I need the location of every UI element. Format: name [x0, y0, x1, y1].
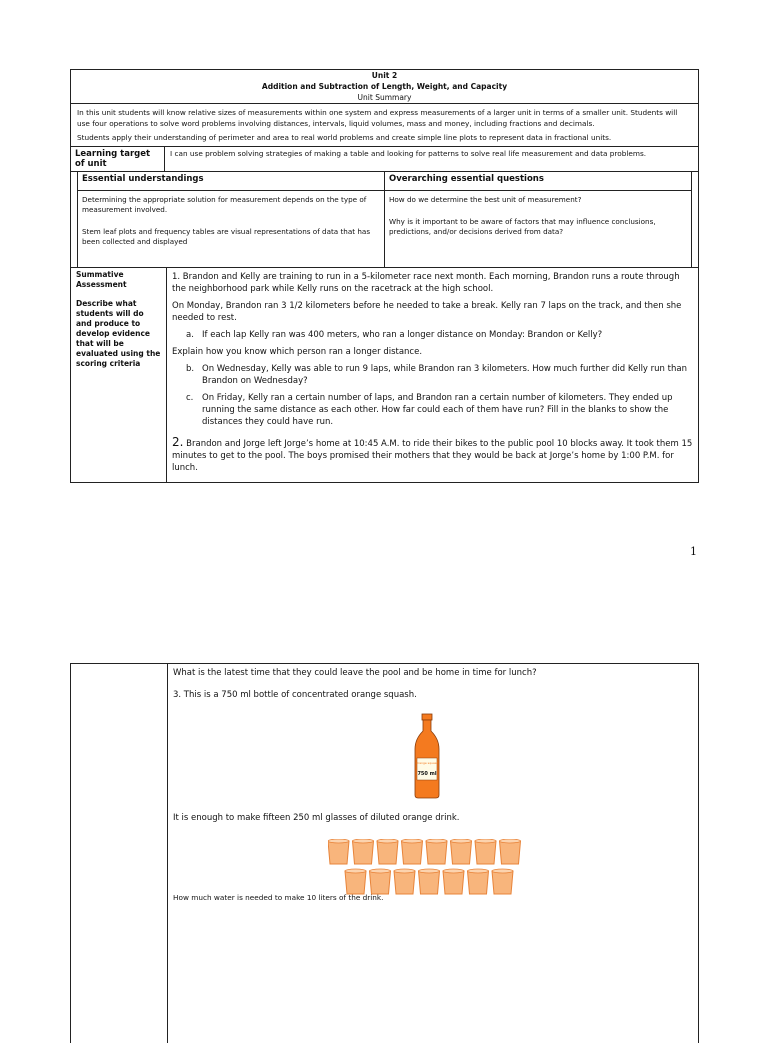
problem2-number: 2.: [172, 435, 184, 449]
part-text: On Friday, Kelly ran a certain number of laps, and Brandon ran a certain number of kilometers. They ended up running the same distance as each other. How far could each of them have run? Fill in the blanks to show the distances they could have run.: [202, 393, 673, 427]
problem1-part-b: [186, 363, 693, 387]
questions-body: [385, 191, 691, 267]
understanding-item: Stem leaf plots and frequency tables are visual representations of data that has been collected and displayed: [82, 227, 371, 246]
unit-number: Unit 2: [371, 71, 398, 80]
part-text: If each lap Kelly ran was 400 meters, who ran a longer distance on Monday: Brandon or Kelly?: [202, 330, 603, 340]
unit-header: [71, 70, 698, 104]
summative-describe: Describe what students will do and produce to develop evidence that will be evaluated using the scoring criteria: [76, 299, 161, 368]
glass-rim: [370, 869, 391, 873]
question-item: How do we determine the best unit of measurement?: [389, 195, 582, 204]
glass-rim: [377, 839, 398, 843]
problem1-intro: 1. Brandon and Kelly are training to run in a 5-kilometer race next month. Each morning, Brandon runs a route through the neighborhood park while Kelly runs on the racetrack at the high school.: [172, 272, 680, 294]
question-item: Why is it important to be aware of factors that may influence conclusions, predictions, and/or decisions derived from data?: [389, 217, 656, 236]
glass-icon: [500, 841, 521, 864]
part-label: c.: [186, 393, 194, 403]
glass-icon: [328, 841, 349, 864]
glass-icon: [394, 871, 415, 894]
learning-target-text: I can use problem solving strategies of making a table and looking for patterns to solve real life measurement and data problems.: [170, 149, 647, 158]
continuation-table: [70, 663, 699, 1043]
glass-icon: [377, 841, 398, 864]
orange-squash-bottle-icon: [412, 713, 442, 799]
understandings-column: [78, 172, 384, 267]
essential-table: [77, 172, 692, 267]
glass-rim: [492, 869, 513, 873]
questions-column: [384, 172, 691, 267]
glasses-illustration: [328, 839, 528, 897]
learning-target-label: Learning target of unit: [71, 147, 165, 171]
glass-rim: [475, 839, 496, 843]
unit-title: Addition and Subtraction of Length, Weight, and Capacity: [261, 82, 508, 91]
summative-label: Summative Assessment: [76, 270, 127, 289]
unit-table: [70, 69, 699, 483]
problem1-a-explain: Explain how you know which person ran a longer distance.: [172, 347, 423, 357]
bottle-label: 750 ml: [417, 771, 437, 777]
part-label: a.: [186, 330, 194, 340]
glass-icon: [475, 841, 496, 864]
page-number: 1: [690, 545, 697, 558]
problem1-monday: On Monday, Brandon ran 3 1/2 kilometers before he needed to take a break. Kelly ran 7 laps on the track, and then she needed to rest.: [172, 301, 682, 323]
glass-icon: [468, 871, 489, 894]
problem1-part-a: [186, 329, 693, 341]
bottle-brand: Orange squash: [415, 761, 439, 765]
glass-rim: [426, 839, 447, 843]
essential-section: [71, 172, 698, 268]
glass-rim: [500, 839, 521, 843]
summative-row: [71, 268, 698, 482]
problem2: [172, 436, 693, 474]
glass-rim: [451, 839, 472, 843]
questions-heading: Overarching essential questions: [385, 172, 691, 191]
summary-paragraph: In this unit students will know relative sizes of measurements within one system and express measurements of a larger unit in terms of a smaller unit. Students will use four operations to solve word problems involving distances, intervals, liquid volumes, mass and money, including fractions and decimals.: [77, 108, 678, 128]
glass-rim: [443, 869, 464, 873]
problem3-glasses-text: It is enough to make fifteen 250 ml glasses of diluted orange drink.: [173, 813, 460, 823]
glass-icon: [419, 871, 440, 894]
summary-paragraph: Students apply their understanding of perimeter and area to real world problems and create simple line plots to represent data in fractional units.: [77, 133, 612, 142]
glass-icon: [492, 871, 513, 894]
problem1-part-c: [186, 392, 693, 428]
unit-summary: [71, 104, 698, 147]
glass-icon: [451, 841, 472, 864]
glass-icon: [345, 871, 366, 894]
glass-rim: [328, 839, 349, 843]
summative-label-cell: [71, 268, 167, 482]
part-label: b.: [186, 364, 195, 374]
glass-icon: [353, 841, 374, 864]
understanding-item: Determining the appropriate solution for measurement depends on the type of measurement involved.: [82, 195, 367, 214]
glass-rim: [402, 839, 423, 843]
glass-icon: [402, 841, 423, 864]
problem2-question: What is the latest time that they could leave the pool and be home in time for lunch?: [173, 668, 537, 678]
glass-icon: [370, 871, 391, 894]
continuation-content: [168, 664, 698, 1043]
glass-rim: [345, 869, 366, 873]
glass-icon: [443, 871, 464, 894]
glass-rim: [468, 869, 489, 873]
problem3-question: How much water is needed to make 10 liters of the drink.: [173, 893, 384, 902]
learning-target-row: [71, 147, 698, 172]
part-text: On Wednesday, Kelly was able to run 9 laps, while Brandon ran 3 kilometers. How much further did Kelly run than Brandon on Wednesday?: [202, 364, 687, 386]
glass-rim: [353, 839, 374, 843]
problem3-intro: 3. This is a 750 ml bottle of concentrated orange squash.: [173, 690, 417, 700]
glass-icon: [426, 841, 447, 864]
glass-rim: [419, 869, 440, 873]
summative-content: [167, 268, 698, 482]
problem2-text: Brandon and Jorge left Jorge’s home at 10:45 A.M. to ride their bikes to the public pool 10 blocks away. It took them 15 minutes to get to the pool. The boys promised their mothers that they would be back at Jorge’s home by 1:00 P.M. for lunch.: [172, 439, 693, 473]
unit-summary-label: Unit Summary: [357, 93, 412, 102]
glass-rim: [394, 869, 415, 873]
continuation-left-cell: [71, 664, 168, 1043]
understandings-heading: Essential understandings: [78, 172, 384, 191]
understandings-body: [78, 191, 384, 267]
